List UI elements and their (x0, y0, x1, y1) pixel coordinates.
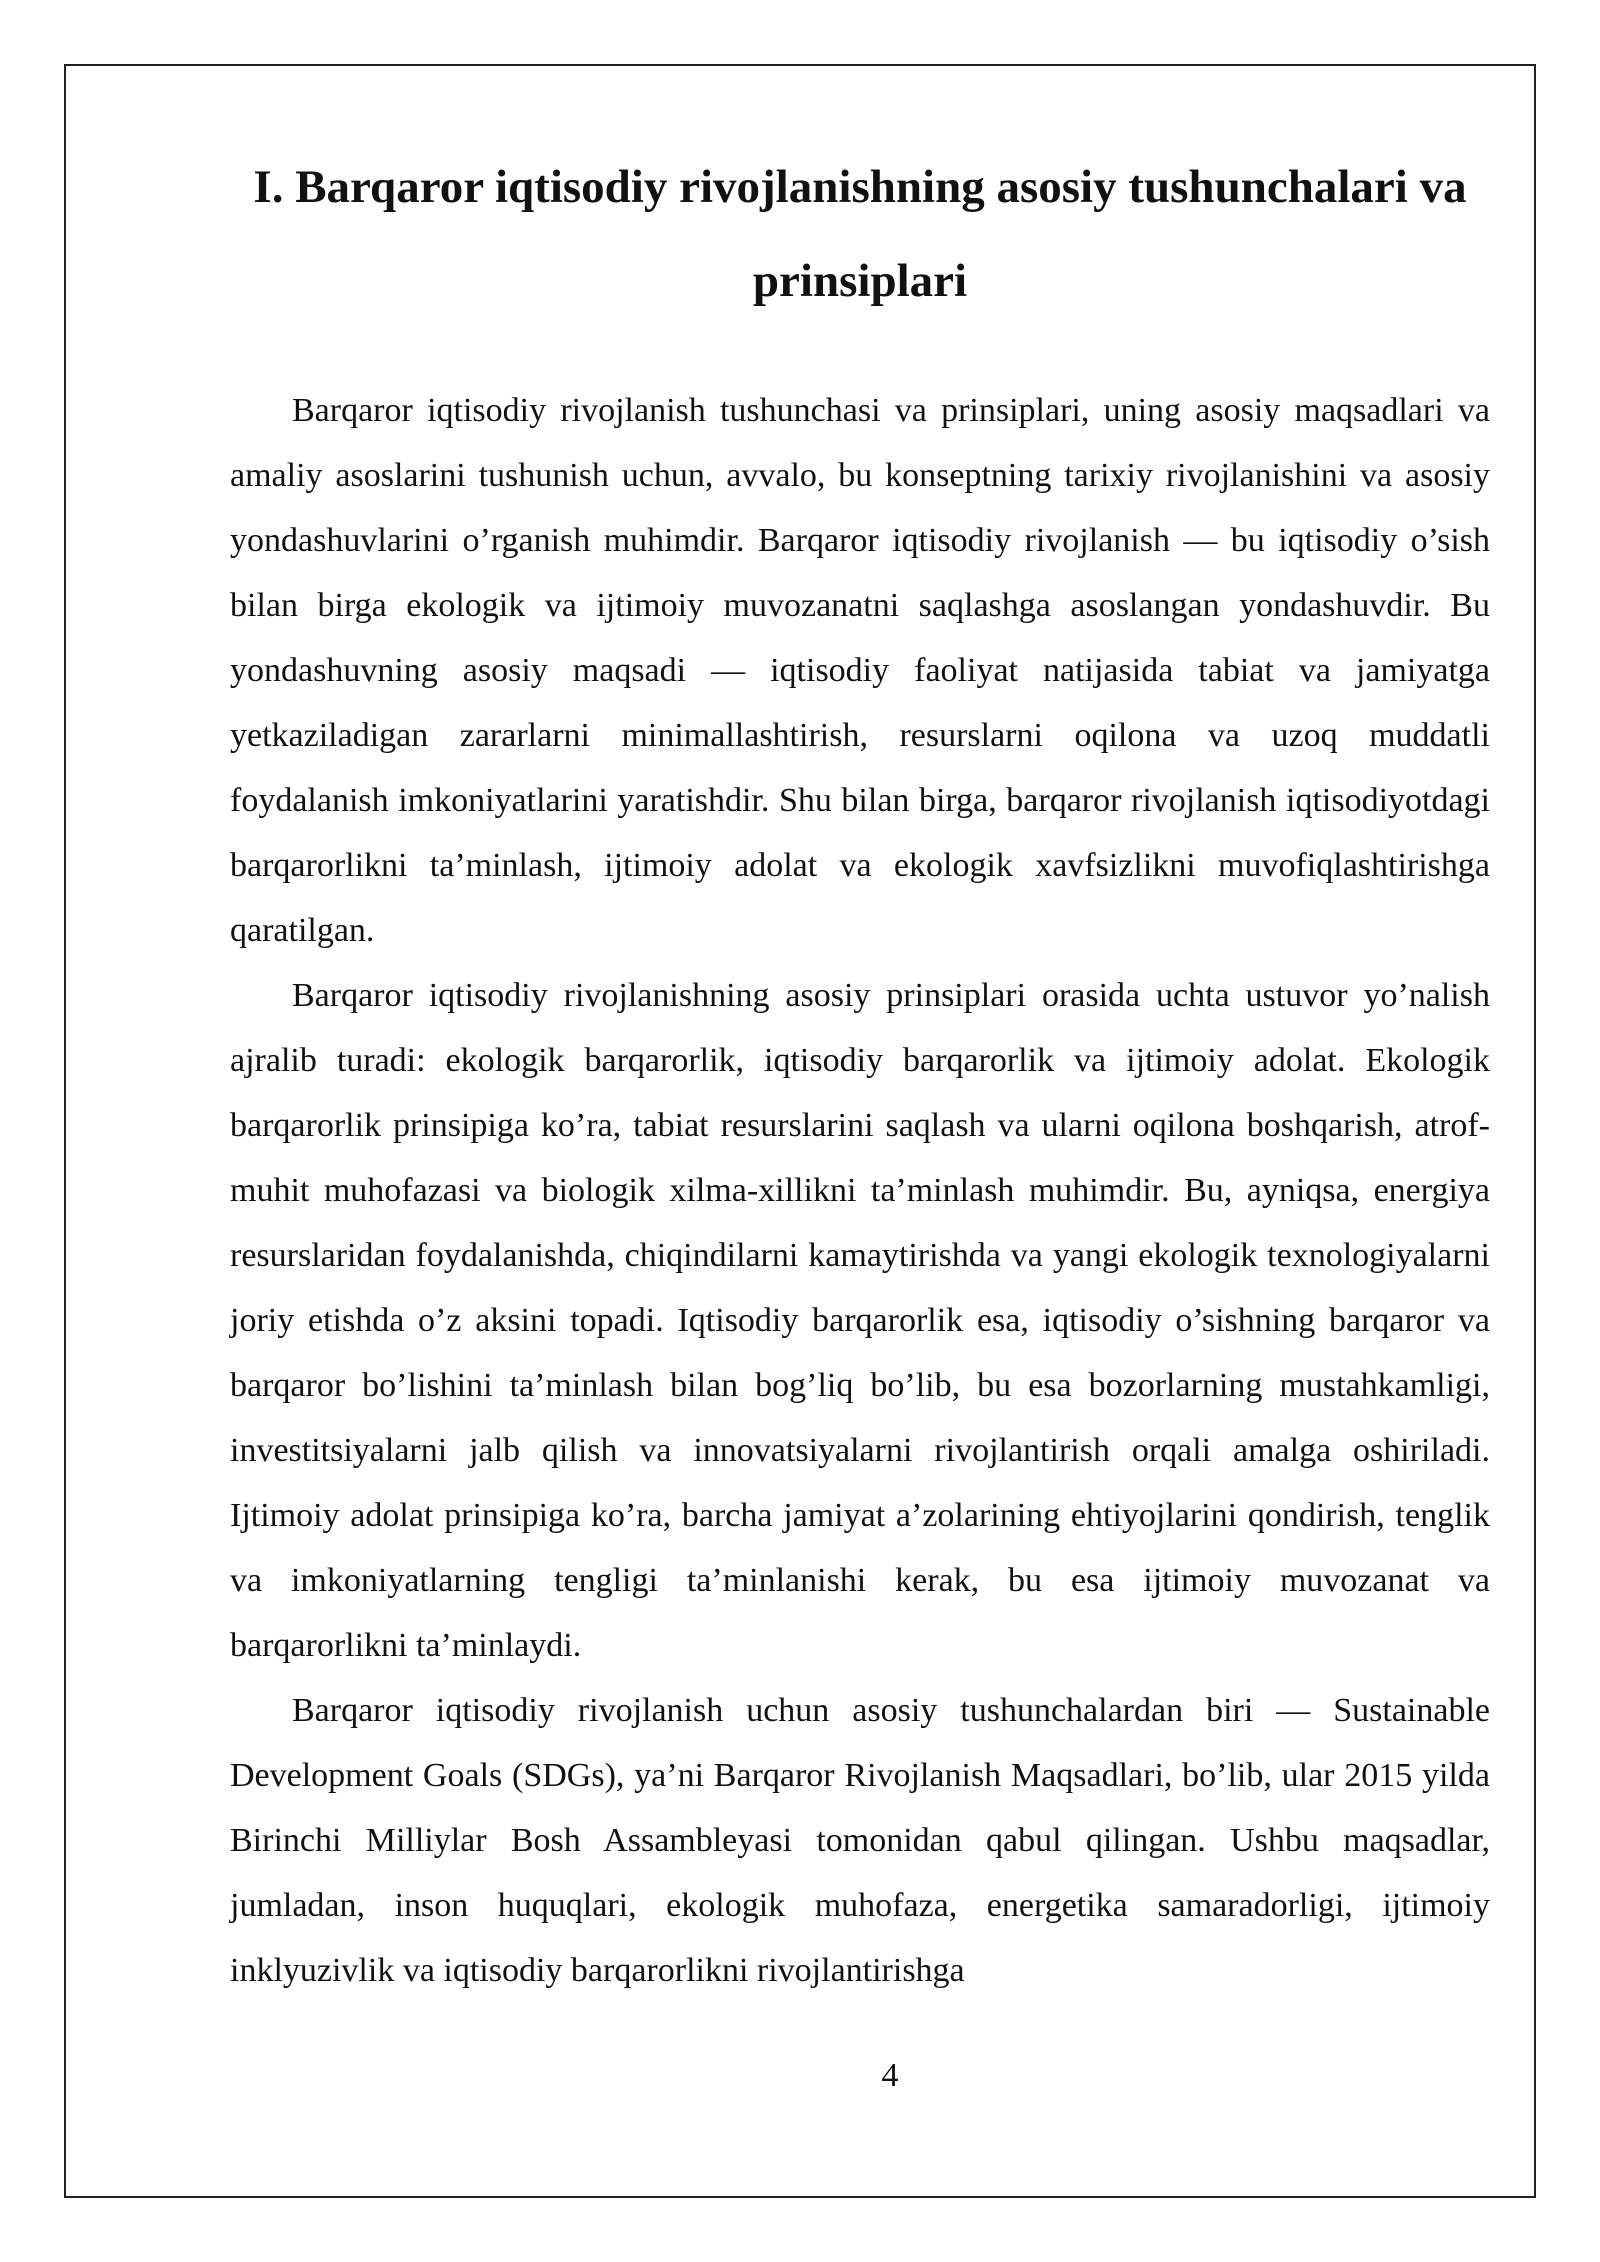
paragraph-3: Barqaror iqtisodiy rivojlanish uchun asosiy tushunchalardan biri — Sustainable Development Goals (SDGs), ya’ni Barqaror Rivojlanish Maqsadlari, bo’lib, ular 2015 yilda Birinchi Milliylar Bosh Assambleyasi tomonidan qabul qilingan. Ushbu maqsadlar, jumladan, inson huquqlari, ekologik muhofaza, energetika samaradorligi, ijtimoiy inklyuzivlik va iqtisodiy barqarorlikni rivojlantirishga (230, 1692, 1490, 1989)
paragraph-1: Barqaror iqtisodiy rivojlanish tushunchasi va prinsiplari, uning asosiy maqsadlari va amaliy asoslarini tushunish uchun, avvalo, bu konseptning tarixiy rivojlanishini va asosiy yondashuvlarini o’rganish muhimdir. Barqaror iqtisodiy rivojlanish — bu iqtisodiy o’sish bilan birga ekologik va ijtimoiy muvozanatni saqlashga asoslangan yondashuvdir. Bu yondashuvning asosiy maqsadi — iqtisodiy faoliyat natijasida tabiat va jamiyatga yetkaziladigan zararlarni minimallashtirish, resurslarni oqilona va uzoq muddatli foydalanish imkoniyatlarini yaratishdir. Shu bilan birga, barqaror rivojlanish iqtisodiyotdagi barqarorlikni ta’minlash, ijtimoiy adolat va ekologik xavfsizlikni muvofiqlashtirishga qaratilgan. (230, 392, 1490, 949)
page-number: 4 (881, 2057, 899, 2094)
document-body (230, 378, 1490, 2003)
section-heading: I. Barqaror iqtisodiy rivojlanishning asosiy tushunchalari va prinsiplari (253, 161, 1467, 307)
paragraph-2: Barqaror iqtisodiy rivojlanishning asosiy prinsiplari orasida uchta ustuvor yo’nalish ajralib turadi: ekologik barqarorlik, iqtisodiy barqarorlik va ijtimoiy adolat. Ekologik barqarorlik prinsipiga ko’ra, tabiat resurslarini saqlash va ularni oqilona boshqarish, atrof-muhit muhofazasi va biologik xilma-xillikni ta’minlash muhimdir. Bu, ayniqsa, energiya resurslaridan foydalanishda, chiqindilarni kamaytirishda va yangi ekologik texnologiyalarni joriy etishda o’z aksini topadi. Iqtisodiy barqarorlik esa, iqtisodiy o’sishning barqaror va barqaror bo’lishini ta’minlash bilan bog’liq bo’lib, bu esa bozorlarning mustahkamligi, investitsiyalarni jalb qilish va innovatsiyalarni rivojlantirish orqali amalga oshiriladi. Ijtimoiy adolat prinsipiga ko’ra, barcha jamiyat a’zolarining ehtiyojlarini qondirish, tenglik va imkoniyatlarning tengligi ta’minlanishi kerak, bu esa ijtimoiy muvozanat va barqarorlikni ta’minlaydi. (230, 977, 1490, 1664)
